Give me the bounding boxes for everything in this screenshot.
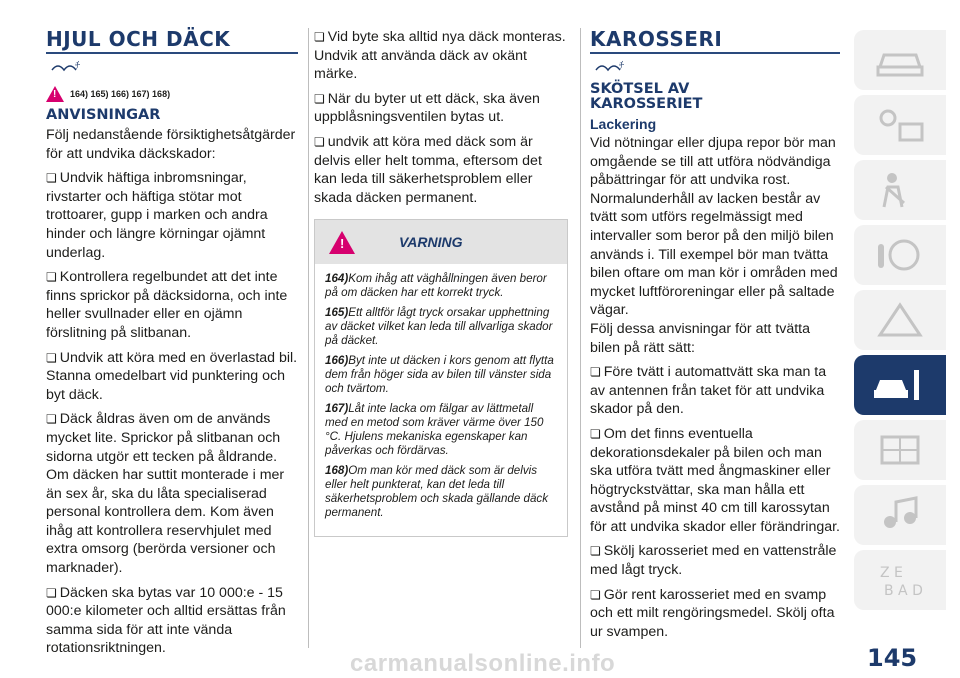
warning-box bbox=[314, 219, 568, 537]
tab-maintenance[interactable] bbox=[854, 355, 946, 415]
list-item: ❏ Vid byte ska alltid nya däck monteras. Undvik att använda däck av okänt märke. bbox=[314, 28, 568, 84]
model-id-logo bbox=[50, 58, 298, 78]
warning-triangle-icon: ! bbox=[329, 231, 355, 254]
model-id-icon bbox=[594, 58, 634, 74]
column-divider bbox=[580, 28, 581, 648]
column-divider bbox=[308, 28, 309, 648]
warning-body bbox=[315, 264, 567, 536]
svg-text:B A D: B A D bbox=[884, 583, 923, 599]
list-item: ❏ Gör rent karosseriet med en svamp och ett milt rengöringsmedel. Skölj ofta ur svampen. bbox=[590, 586, 840, 642]
specs-grid-icon bbox=[870, 429, 930, 471]
list-item: ❏ Skölj karosseriet med en vattenstråle med lågt tryck. bbox=[590, 542, 840, 579]
list-item: ❏ Före tvätt i automattvätt ska man ta av antennen från taket för att undvika skador på den. bbox=[590, 363, 840, 419]
chapter-tabs bbox=[854, 30, 946, 615]
model-id-text: ﾁ bbox=[75, 61, 79, 72]
list-item: ❏ undvik att köra med däck som är delvis eller helt tomma, eftersom det kan leda till säkerhetsproblem eller skada däcken permanent. bbox=[314, 133, 568, 207]
warning-refs-row bbox=[46, 86, 298, 102]
list-item: ❏ När du byter ut ett däck, ska även uppblåsningsventilen bytas ut. bbox=[314, 90, 568, 127]
tab-dashboard-lights[interactable] bbox=[854, 95, 946, 155]
media-icon bbox=[870, 494, 930, 536]
warning-note: 164)Kom ihåg att väghållningen även beror på om däcken har ett korrekt tryck. bbox=[325, 272, 547, 300]
list-item: ❏ Kontrollera regelbundet att det inte finns sprickor på däcksidorna, och inte heller svullnader eller en ojämn förslitning på slitbanan. bbox=[46, 268, 298, 342]
svg-text:Z E: Z E bbox=[880, 565, 903, 581]
tab-index[interactable] bbox=[854, 550, 946, 610]
list-item: ❏ Om det finns eventuella dekorationsdekaler på bilen och man ska utföra tvätt med ångmaskiner eller högtryckstvättar, ska man hålla ett avstånd på minst 40 cm till karossytan för att undvika skador eller förändringar. bbox=[590, 425, 840, 537]
column-tyres-continued bbox=[314, 28, 568, 537]
warning-triangle-icon: ! bbox=[46, 86, 64, 102]
column-body bbox=[590, 28, 840, 647]
list-item: ❏ Undvik att köra med en överlastad bil. Stanna omedelbart vid punktering och byt däck. bbox=[46, 349, 298, 405]
tab-seatbelt-airbag[interactable] bbox=[854, 160, 946, 220]
column-wheels-tyres bbox=[46, 28, 298, 664]
model-id-text: ﾁ bbox=[619, 61, 623, 72]
watermark: carmanualsonline.info bbox=[350, 650, 616, 677]
warning-note: 167)Låt inte lacka om fälgar av lättmetall med en metod som kräver värme över 150 °C. Hjulens mekaniska egenskaper kan påverkas och fördärvas. bbox=[325, 402, 544, 458]
tab-breakdown[interactable] bbox=[854, 290, 946, 350]
model-id-icon bbox=[50, 58, 90, 74]
seatbelt-airbag-icon bbox=[870, 169, 930, 211]
section-heading: HJUL OCH DÄCK bbox=[46, 28, 298, 54]
tab-car[interactable] bbox=[854, 30, 946, 90]
list-item: ❏ Däck åldras även om de används mycket lite. Sprickor på slitbanan och sidorna utgör ett tecken på åldrande. Om däcken har suttit monterade i mer än sex år, ska du låta specialiserad personal kontrollera dem. Kom även ihåg att kontrollera reservhjulet med extra omsorg (berörda versioner och marknader). bbox=[46, 410, 298, 577]
tab-steering[interactable] bbox=[854, 225, 946, 285]
warning-header bbox=[315, 220, 567, 264]
model-id-logo bbox=[594, 58, 840, 78]
tab-media[interactable] bbox=[854, 485, 946, 545]
warning-label: VARNING bbox=[399, 234, 463, 251]
warning-refs: 164) 165) 166) 167) 168) bbox=[70, 89, 171, 99]
warning-note: 168)Om man kör med däck som är delvis eller helt punkterat, kan det leda till säkerhetsproblem och skada gällande däck permanent. bbox=[325, 464, 548, 520]
warning-note: 165)Ett alltför lågt tryck orsakar upphettning av däcket vilket kan leda till allvarliga skador på däcket. bbox=[325, 306, 553, 348]
page-number: 145 bbox=[867, 644, 918, 672]
steering-wheel-icon bbox=[870, 234, 930, 276]
warning-breakdown-icon bbox=[870, 299, 930, 341]
list-item: ❏ Undvik häftiga inbromsningar, rivstarter och häftiga stötar mot trottoarer, gupp i marken och andra hinder och längre körningar ojämnt underlag. bbox=[46, 169, 298, 262]
car-icon bbox=[870, 39, 930, 81]
warning-note: 166)Byt inte ut däcken i kors genom att flytta dem från höger sida av bilen till vänster sida och tvärtom. bbox=[325, 354, 554, 396]
paragraph: Vid nötningar eller djupa repor bör man omgående se till att utföra nödvändiga påbättringar för att undvika rost. Normalunderhåll av lacken består av tvätt som utförs regelmässigt med intervaller som beror på den miljö bilen används i. Till exempel bör man tvätta bilen oftare om man kör i områden med mycket luftföroreningar eller på saltade vägar. bbox=[590, 135, 838, 319]
index-letters-icon bbox=[870, 559, 930, 601]
intro-text: Följ nedanstående försiktighetsåtgärder för att undvika däckskador: bbox=[46, 127, 296, 162]
paragraph: Följ dessa anvisningar för att tvätta bilen på rätt sätt: bbox=[590, 320, 811, 356]
tab-specs[interactable] bbox=[854, 420, 946, 480]
car-wrench-icon bbox=[870, 364, 930, 406]
dashboard-lights-icon bbox=[870, 104, 930, 146]
section-subtitle: Lackering bbox=[590, 116, 657, 132]
list-item: ❏ Däcken ska bytas var 10 000:e - 15 000:e kilometer och alltid ersättas från samma sida för att inte vända rotationsriktningen. bbox=[46, 584, 298, 658]
section-heading: KAROSSERI bbox=[590, 28, 840, 54]
subheading: SKÖTSEL AV KAROSSERIET bbox=[590, 81, 703, 112]
subheading: ANVISNINGAR bbox=[46, 107, 161, 123]
